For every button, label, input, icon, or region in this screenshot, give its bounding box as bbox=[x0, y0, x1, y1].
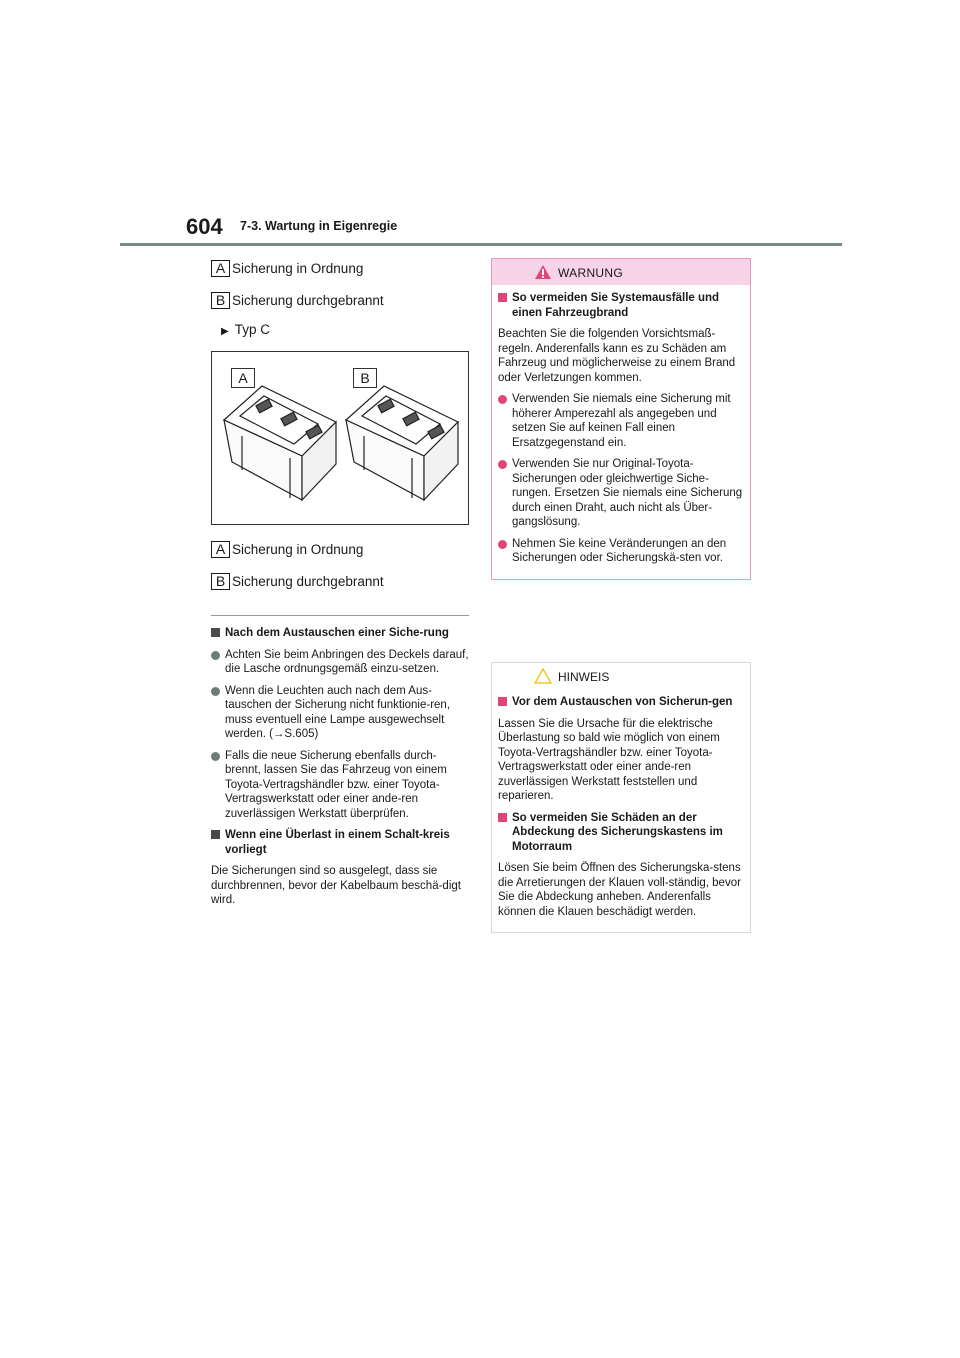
square-bullet-icon bbox=[498, 813, 507, 822]
list-item-text: Verwenden Sie nur Original-Toyota-Sicherungen oder gleichwertige Siche-rungen. Ersetzen Sie niemals eine Sicherung durch einen Draht, auch nicht als Über-gangslösung. bbox=[512, 458, 743, 528]
list-item-text: Falls die neue Sicherung ebenfalls durch-brennt, lassen Sie das Fahrzeug von einem Toyota-Vertragshändler bzw. einer Toyota-Vertragswerkstatt oder einer ande-ren zuverlässigen Werkstatt überprüfen. bbox=[225, 749, 447, 820]
type-row bbox=[221, 322, 469, 337]
warning-header bbox=[492, 259, 750, 285]
warning-triangle-icon bbox=[534, 264, 552, 280]
circle-bullet-icon bbox=[211, 687, 220, 696]
note-box bbox=[491, 662, 751, 933]
note-body bbox=[492, 689, 750, 932]
heading-text: So vermeiden Sie Systemausfälle und einen Fahrzeugbrand bbox=[512, 292, 720, 319]
warning-title: WARNUNG bbox=[558, 266, 623, 280]
page-number: 604 bbox=[186, 214, 223, 239]
marker-b: B bbox=[211, 573, 230, 590]
label-text: Sicherung durchgebrannt bbox=[232, 574, 384, 589]
heading-text: Vor dem Austauschen von Sicherun-gen bbox=[512, 696, 733, 708]
section-title: 7-3. Wartung in Eigenregie bbox=[240, 219, 398, 233]
circle-bullet-icon bbox=[211, 752, 220, 761]
warning-body bbox=[492, 285, 750, 579]
square-bullet-icon bbox=[498, 293, 507, 302]
triangle-right-icon: ▶ bbox=[221, 326, 229, 337]
fuse-illustration bbox=[211, 351, 469, 525]
figure-tag-b: B bbox=[353, 368, 377, 388]
left-column bbox=[211, 258, 469, 915]
label-row-b bbox=[211, 290, 469, 312]
label-row-b-bottom bbox=[211, 571, 469, 593]
label-text: Sicherung in Ordnung bbox=[232, 261, 364, 276]
heading-text: So vermeiden Sie Schäden an der Abdeckung des Sicherungskastens im Motorraum bbox=[512, 811, 723, 853]
section-heading bbox=[211, 626, 469, 641]
note-title: HINWEIS bbox=[558, 670, 610, 684]
list-item-text: Nehmen Sie keine Veränderungen an den Sicherungen oder Sicherungskä-sten vor. bbox=[512, 537, 727, 564]
label-row-a-bottom bbox=[211, 539, 469, 561]
list-item bbox=[211, 749, 469, 822]
circle-bullet-icon bbox=[498, 460, 507, 469]
label-text: Sicherung durchgebrannt bbox=[232, 293, 384, 308]
note-header bbox=[492, 663, 750, 689]
section-heading bbox=[211, 828, 469, 857]
section-separator bbox=[211, 615, 469, 616]
type-label: Typ C bbox=[234, 322, 270, 337]
header-rule bbox=[120, 243, 842, 246]
list-item-text: Wenn die Leuchten auch nach dem Aus-tauschen der Sicherung nicht funktionie-ren, muss eventuell eine Lampe ausgewechselt werden. (→S.605) bbox=[225, 684, 451, 740]
list-item bbox=[498, 457, 744, 530]
section-heading bbox=[498, 695, 744, 710]
square-bullet-icon bbox=[211, 628, 220, 637]
marker-a: A bbox=[211, 260, 230, 277]
label-row-a bbox=[211, 258, 469, 280]
fuse-drawing bbox=[212, 352, 468, 524]
heading-text: Nach dem Austauschen einer Siche-rung bbox=[225, 627, 449, 639]
list-item bbox=[211, 648, 469, 677]
figure-tag-a: A bbox=[231, 368, 255, 388]
list-item bbox=[211, 684, 469, 742]
caution-triangle-icon bbox=[534, 668, 552, 684]
circle-bullet-icon bbox=[498, 540, 507, 549]
paragraph: Lösen Sie beim Öffnen des Sicherungska-stens die Arretierungen der Klauen voll-ständig, bevor Sie die Abdeckung anheben. Anderenfalls können die Klauen beschädigt werden. bbox=[498, 862, 741, 918]
square-bullet-icon bbox=[498, 697, 507, 706]
list-item-text: Achten Sie beim Anbringen des Deckels darauf, die Lasche ordnungsgemäß einzu-setzen. bbox=[225, 648, 469, 675]
list-item-text: Verwenden Sie niemals eine Sicherung mit höherer Amperezahl als angegeben und setzen Sie auf keinen Fall einen Ersatzgegenstand ein. bbox=[512, 393, 731, 449]
circle-bullet-icon bbox=[211, 651, 220, 660]
warning-box bbox=[491, 258, 751, 580]
square-bullet-icon bbox=[211, 830, 220, 839]
label-text: Sicherung in Ordnung bbox=[232, 542, 364, 557]
paragraph: Beachten Sie die folgenden Vorsichtsmaß-regeln. Anderenfalls kann es zu Schäden am Fahrzeug und möglicherweise zu einem Brand oder Verletzungen kommen. bbox=[498, 328, 736, 384]
marker-a: A bbox=[211, 541, 230, 558]
paragraph: Die Sicherungen sind so ausgelegt, dass sie durchbrennen, bevor der Kabelbaum beschä-digt wird. bbox=[211, 865, 461, 906]
circle-bullet-icon bbox=[498, 395, 507, 404]
heading-text: Wenn eine Überlast in einem Schalt-kreis vorliegt bbox=[225, 829, 450, 856]
section-heading bbox=[498, 811, 744, 855]
list-item bbox=[498, 392, 744, 450]
paragraph: Lassen Sie die Ursache für die elektrische Überlastung so bald wie möglich von einem Toyota-Vertragshändler bzw. einer Toyota-Vertragswerkstatt oder einer ande-ren zuverlässigen Werkstatt feststellen und reparieren. bbox=[498, 717, 720, 802]
section-heading bbox=[498, 291, 744, 320]
marker-b: B bbox=[211, 292, 230, 309]
list-item bbox=[498, 537, 744, 566]
